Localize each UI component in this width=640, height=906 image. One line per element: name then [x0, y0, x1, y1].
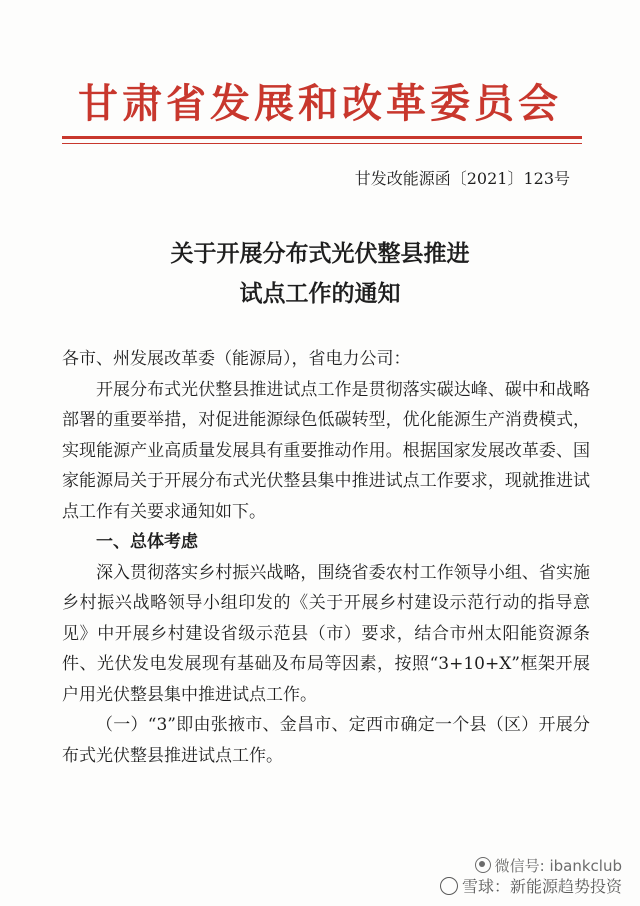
watermark	[440, 856, 622, 898]
paragraph-item-1: （一）“3”即由张掖市、金昌市、定西市确定一个县（区）开展分布式光伏整县推进试点工作。	[62, 715, 590, 766]
letterhead-rule-thick	[62, 136, 582, 139]
paragraph-intro: 开展分布式光伏整县推进试点工作是贯彻落实碳达峰、碳中和战略部署的重要举措，对促进能源绿色低碳转型，优化能源生产消费模式，实现能源产业高质量发展具有重要推动作用。根据国家发展改革委、国家能源局关于开展分布式光伏整县集中推进试点工作要求，现就推进试点工作有关要求通知如下。	[62, 379, 590, 522]
paragraph-overall: 深入贯彻落实乡村振兴战略，围绕省委农村工作领导小组、省实施乡村振兴战略领导小组印发的《关于开展乡村建设示范行动的指导意见》中开展乡村建设省级示范县（市）要求，结合市州太阳能资源条件、光伏发电发展现有基础及布局等因素，按照“3+10+X”框架开展户用光伏整县集中推进试点工作。	[62, 562, 590, 705]
document-title-line1: 关于开展分布式光伏整县推进	[170, 241, 470, 267]
watermark-snowball	[440, 876, 622, 898]
letterhead-rule-thin	[62, 143, 582, 144]
snowball-logo-icon	[440, 877, 458, 895]
document-title-line2: 试点工作的通知	[239, 281, 401, 307]
section-heading-overall: 一、总体考虑	[96, 532, 198, 552]
wechat-icon	[475, 857, 491, 873]
watermark-snowball-text: 雪球：新能源趋势投资	[461, 877, 622, 896]
document-body	[62, 344, 590, 771]
watermark-wechat-text: 微信号: ibankclub	[494, 857, 622, 875]
letterhead-title: 甘肃省发展和改革委员会	[78, 81, 562, 127]
document-number: 甘发改能源函〔2021〕123号	[354, 169, 570, 188]
watermark-wechat	[440, 856, 622, 876]
salutation: 各市、州发展改革委（能源局），省电力公司：	[62, 349, 411, 369]
document-title	[0, 234, 640, 314]
